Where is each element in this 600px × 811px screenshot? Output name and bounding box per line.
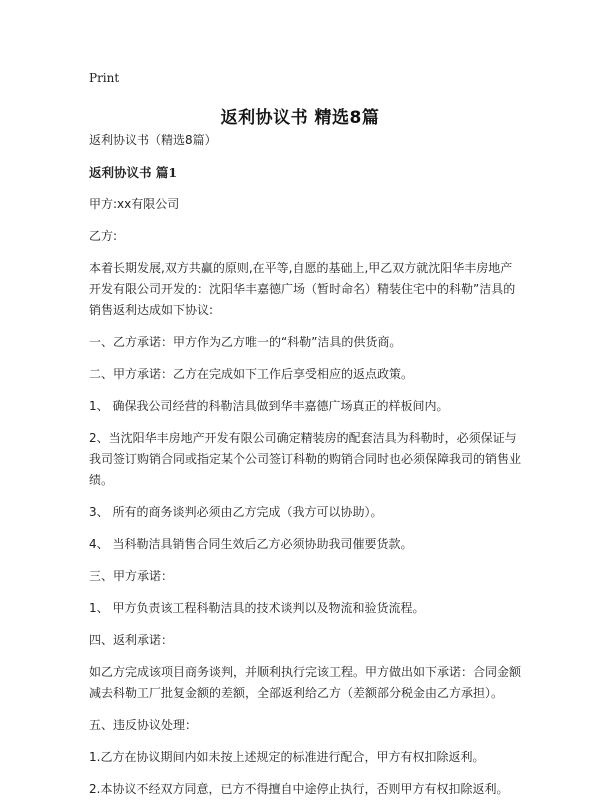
clause-item: 1、 确保我公司经营的科勒洁具做到华丰嘉德广场真正的样板间内。 (89, 399, 449, 413)
clause-item: 4、 当科勒洁具销售合同生效后乙方必须协助我司催要货款。 (89, 537, 413, 551)
clause-item: 1、 甲方负责该工程科勒洁具的技术谈判以及物流和验货流程。 (89, 601, 425, 615)
page-title: 返利协议书 精选8篇 (220, 108, 380, 128)
section-heading: 返利协议书 篇1 (89, 165, 178, 180)
clause-party-a-promise-heading: 三、甲方承诺： (89, 569, 174, 583)
document-body (89, 130, 524, 811)
rebate-paragraph: 如乙方完成该项目商务谈判，并顺利执行完该工程。甲方做出如下承诺：合同金额减去科勒工厂批复金额的差额，全部返利给乙方（差额部分税金由乙方承担）。 (89, 665, 522, 700)
clause-item: 3、 所有的商务谈判必须由乙方完成（我方可以协助）。 (89, 505, 383, 519)
party-a-line: 甲方:xx有限公司 (89, 197, 180, 211)
clause-item: 1.乙方在协议期间内如未按上述规定的标准进行配合，甲方有权扣除返利。 (89, 750, 485, 764)
print-link[interactable]: Print (89, 71, 120, 85)
party-b-line: 乙方: (89, 229, 118, 243)
clause-rebate-heading: 四、返利承诺： (89, 633, 174, 647)
document-subtitle: 返利协议书（精选8篇） (89, 133, 217, 147)
preamble-paragraph: 本着长期发展,双方共赢的原则,在平等,自愿的基础上,甲乙双方就沈阳华丰房地产开发有限公司开发的：沈阳华丰嘉德广场（暂时命名）精装住宅中的科勒”洁具的销售返利达成如下协议: (89, 261, 516, 317)
clause-party-a-commitment: 二、甲方承诺：乙方在完成如下工作后享受相应的返点政策。 (89, 367, 414, 381)
clause-violation-heading: 五、违反协议处理： (89, 718, 198, 732)
clause-item: 2、当沈阳华丰房地产开发有限公司确定精装房的配套洁具为科勒时，必须保证与我司签订购销合同或指定某个公司签订科勒的购销合同时也必须保障我司的销售业绩。 (89, 431, 522, 487)
clause-item: 2.本协议不经双方同意，已方不得擅自中途停止执行，否则甲方有权扣除返利。 (89, 782, 509, 796)
clause-party-b-commitment: 一、乙方承诺：甲方作为乙方唯一的“科勒”洁具的供货商。 (89, 335, 402, 349)
